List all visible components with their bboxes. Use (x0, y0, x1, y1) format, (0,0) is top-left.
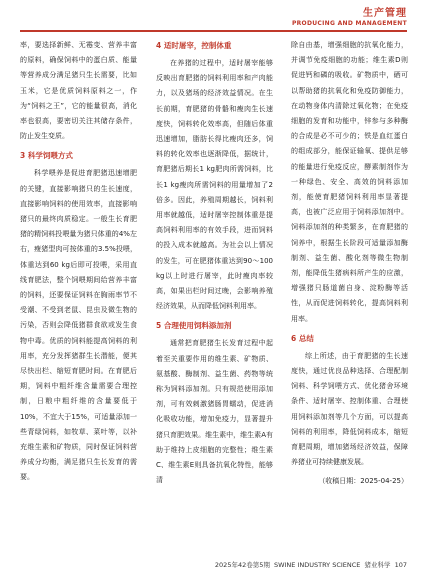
paragraph: 率，要选择新鲜、无霉变、营养丰富的原料，确保饲料中的蛋白质、能量等营养成分满足猪只生长需要，比如玉米，它是优质饲料原料之一，作为“饲料之王”，它的能量很高，消化率也很高，要密切关注其储存条件，防止发生变质。 (20, 41, 137, 141)
column-right (291, 38, 408, 490)
paragraph: 除自由基，增强细胞的抗氧化能力，并调节免疫细胞的功能；维生素D则促进钙和磷的吸收。矿物质中，硒可以帮助猪的抗氧化和免疫防御能力，在动物身体内清除过氧化物；在免疫细胞的发育和功能中，锌参与多种酶的合成是必不可少的；铁是血红蛋白的组成部分，能保证输氧、提供足够的能量进行免疫反应，酵素制剂作为一种绿色、安全、高效的饲料添加剂，能使育肥猪饲料利用率显著提高，也被广泛应用于饲料添加剂中。饲料添加剂的种类繁多，在育肥猪的饲养中，根据生长阶段可适量添加酶制剂、益生菌、酸化剂等微生物制剂，能降低生猪病料所产生的应激，增强猪只肠道菌自身、淀粉酶等活性，从而促进饲料转化，提高饲料利用率。 (291, 41, 408, 323)
revision-date: （收稿日期：2025-04-25） (318, 477, 408, 486)
section-heading: 3 科学饲喂方式 (20, 151, 73, 161)
paragraph: 在养猪的过程中，适时屠宰能够反映出育肥猪的饲料利用率和产肉能力，以及猪场的经济效益情况。在生长前期，育肥猪的骨骼和瘦肉生长速度快，饲料转化效率高，但随后体重迅速增加，脂肪长得比瘦肉还多，饲料的转化效率也逐渐降低，据统计，育肥猪后期长1 kg肥肉所需饲料，比长1 kg瘦肉所需饲料的用量增加了2倍多。因此，养殖周期越长，饲料利用率就越低，适时屠宰控制体重是提高饲料利用率的有效手段，进而饲料的投入成本就越高。为社会以上情况的发生，可在肥猪体重达到90～100 kg以上时进行屠宰，此时瘦肉率较高，如果出栏时间过晚，会影响养殖经济效果，从而降低饲料利用率。 (156, 59, 273, 311)
header-divider (20, 30, 407, 32)
section-subtitle: PRODUCING AND MANAGEMENT (291, 20, 407, 27)
column-middle (156, 38, 273, 488)
section-heading: 6 总结 (291, 333, 314, 343)
journal-name: SWINE INDUSTRY SCIENCE (273, 561, 361, 569)
page-footer (213, 560, 407, 569)
section-heading: 4 适时屠宰，控制体重 (156, 41, 232, 50)
paragraph: 通常把育肥猪生长发育过程中起着至关重要作用的维生素、矿物质、氨基酸、酶制剂、益生菌、药物等统称为饲料添加剂。只有规范使用添加剂，可有效刺激猪肠胃蠕动，促进消化吸收功能，增加免疫力，显著提升猪只育肥效果。维生素中，维生素A有助于维持上皮细胞的完整性；维生素C、维生素E则具备抗氧化特性，能够清 (156, 339, 273, 485)
section-heading: 5 合理使用饲料添加剂 (156, 321, 232, 331)
issue-info: 2025年42卷第5期 (214, 561, 270, 569)
column-left (20, 38, 137, 486)
paragraph: 综上所述，由于育肥猪的生长速度快，通过优良品种选择、合理配制饲料、科学饲喂方式、优化猪舍环境条件、适时屠宰、控制体重、合理使用饲料添加剂等几个方面，可以提高饲料的利用率，降低饲料成本，缩短育肥周期，增加猪场经济效益，保障养猪业可持续健康发展。 (291, 351, 408, 467)
journal-name-cn: 猪业科学 (364, 561, 391, 569)
page-header (207, 8, 407, 28)
paragraph: 科学喂养是促进育肥猪迅速增肥的关键，直接影响猪只的生长速度，直接影响饲料的使用效率，直接影响猪只的最终肉质稳定。一般生长育肥猪的精饲料投喂量为猪只体重的4%左右，瘦猪型肉可按体重的3.5%投喂，体重达到60 kg后即可投喂，采用直线育肥法，整个饲喂期间给营养丰富的饲料，还要保证饲料在胸雨率节不受潮、不受到老鼠、昆虫及微生物的污染，否则会降低猪群食欲或发生食物中毒。优质的饲料能提高饲料的利用率，充分发挥猪群生长潜能，便其尽快出栏、缩短育肥时间。在育肥后期，饲料中粗纤维含量需要合理控制，日粮中粗纤维的含量要低于10%，不宜大于15%，可适量添加一些青绿饲料，如牧草、菜叶等，以补充维生素和矿物质，同时保证饲料营养成分均衡，满足猪只生长发育的需要。 (20, 169, 137, 482)
section-title: 生产管理 (363, 8, 407, 19)
page-number: 107 (394, 561, 407, 569)
